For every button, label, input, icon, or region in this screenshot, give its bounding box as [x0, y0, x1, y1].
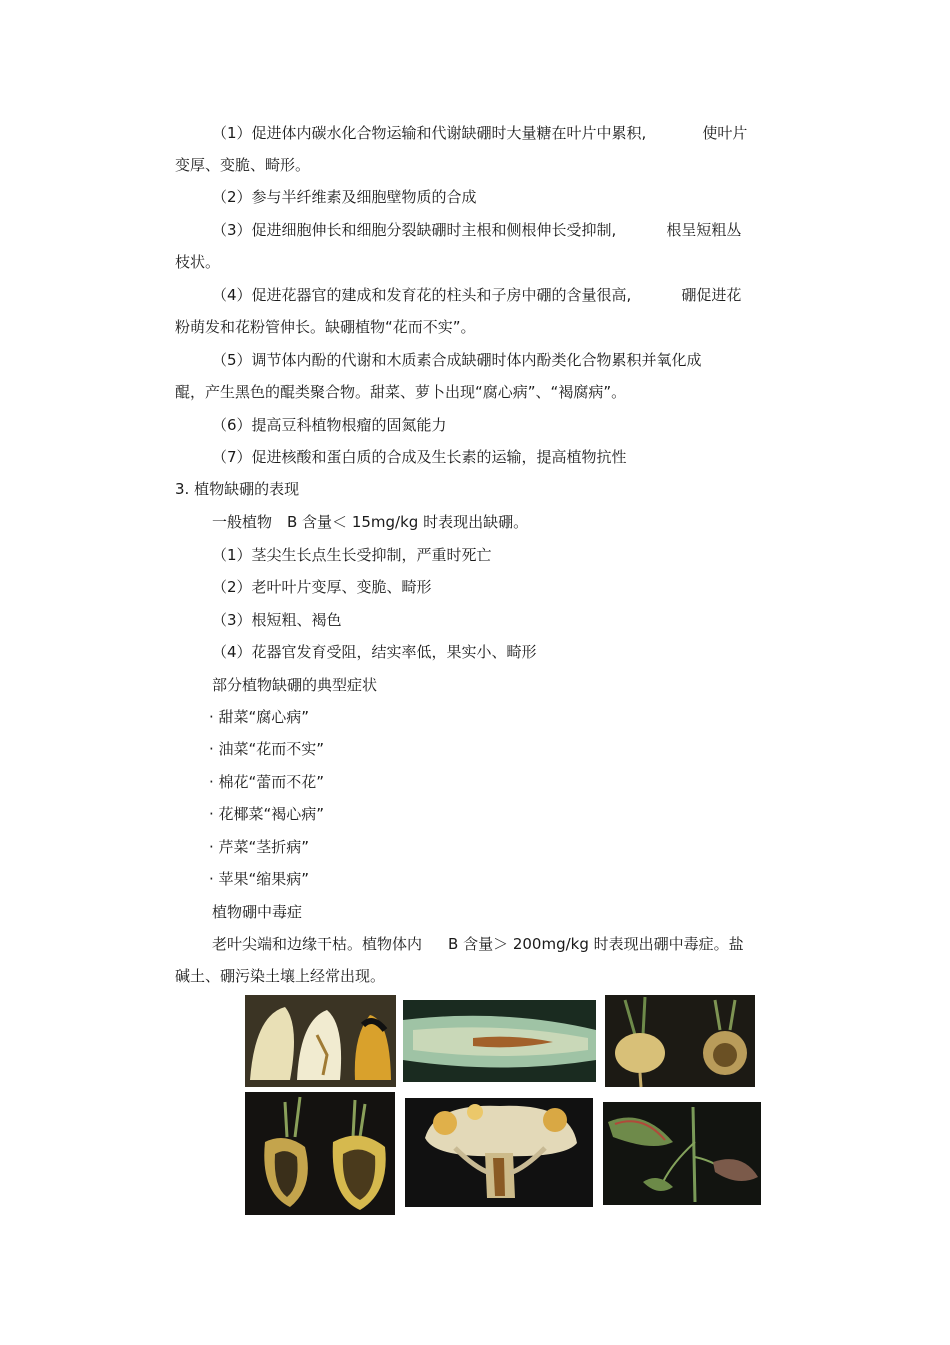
function-item-3-line1: [212, 220, 741, 240]
function-item-1-text-a: （1）促进体内碳水化合物运输和代谢缺硼时大量糖在叶片中累积,: [212, 124, 647, 142]
function-item-4-line1: [212, 285, 741, 305]
function-item-7: （7）促进核酸和蛋白质的合成及生长素的运输，提高植物抗性: [212, 448, 627, 466]
typical-symptom-item: · 棉花“蕾而不花”: [209, 773, 325, 791]
section-intro: 一般植物 B 含量＜ 15mg/kg 时表现出缺硼。: [212, 513, 529, 531]
function-item-5-line1: （5）调节体内酚的代谢和木质素合成缺硼时体内酚类化合物累积并氧化成: [212, 351, 702, 369]
function-item-4-text-a: （4）促进花器官的建成和发育花的柱头和子房中硼的含量很高,: [212, 286, 632, 304]
function-item-1-line1: [212, 123, 747, 143]
function-item-4-line2: 粉萌发和花粉管伸长。缺硼植物“花而不实”。: [175, 318, 476, 336]
symptom-item: （4）花器官发育受阻，结实率低，果实小、畸形: [212, 643, 537, 661]
typical-symptom-item: · 苹果“缩果病”: [209, 870, 310, 888]
symptom-item: （2）老叶叶片变厚、变脆、畸形: [212, 578, 432, 596]
toxicity-title: 植物硼中毒症: [212, 903, 303, 921]
function-item-3-line2: 枝状。: [175, 253, 221, 271]
typical-symptom-item: · 花椰菜“褐心病”: [209, 805, 325, 823]
function-item-4-text-b: 硼促进花: [681, 286, 742, 304]
toxicity-line2: 碱土、硼污染土壤上经常出现。: [175, 967, 386, 985]
function-item-1-line2: 变厚、变脆、畸形。: [175, 156, 311, 174]
typical-symptom-item: · 芹菜“茎折病”: [209, 838, 310, 856]
function-item-3-text-a: （3）促进细胞伸长和细胞分裂缺硼时主根和侧根伸长受抑制,: [212, 221, 617, 239]
photo-plant-stem-leaves: [603, 1102, 761, 1205]
photo-turnip-roots: [605, 995, 755, 1087]
typical-symptom-item: · 甜菜“腐心病”: [209, 708, 310, 726]
typical-symptom-item: · 油菜“花而不实”: [209, 740, 325, 758]
photo-celery-stem-crack: [403, 1000, 596, 1082]
toxicity-text-b: B 含量＞ 200mg/kg 时表现出硼中毒症。盐: [448, 935, 744, 953]
symptom-item: （3）根短粗、褐色: [212, 611, 342, 629]
symptom-item: （1）茎尖生长点生长受抑制，严重时死亡: [212, 546, 492, 564]
function-item-3-text-b: 根呈短粗丛: [666, 221, 742, 239]
toxicity-text-a: 老叶尖端和边缘干枯。植物体内: [212, 935, 423, 953]
photo-beet-heart-rot: [245, 995, 396, 1087]
function-item-5-line2: 醌，产生黑色的醌类聚合物。甜菜、萝卜出现“腐心病”、“褐腐病”。: [175, 383, 627, 401]
function-item-2: （2）参与半纤维素及细胞壁物质的合成: [212, 188, 477, 206]
function-item-1-text-b: 使叶片: [702, 124, 748, 142]
photo-cauliflower-brown-heart: [405, 1098, 593, 1207]
section-heading: 3. 植物缺硼的表现: [175, 480, 300, 498]
toxicity-line1: [212, 934, 744, 954]
photo-beet-cross-section: [245, 1092, 395, 1215]
function-item-6: （6）提高豆科植物根瘤的固氮能力: [212, 416, 447, 434]
typical-symptoms-title: 部分植物缺硼的典型症状: [212, 676, 378, 694]
